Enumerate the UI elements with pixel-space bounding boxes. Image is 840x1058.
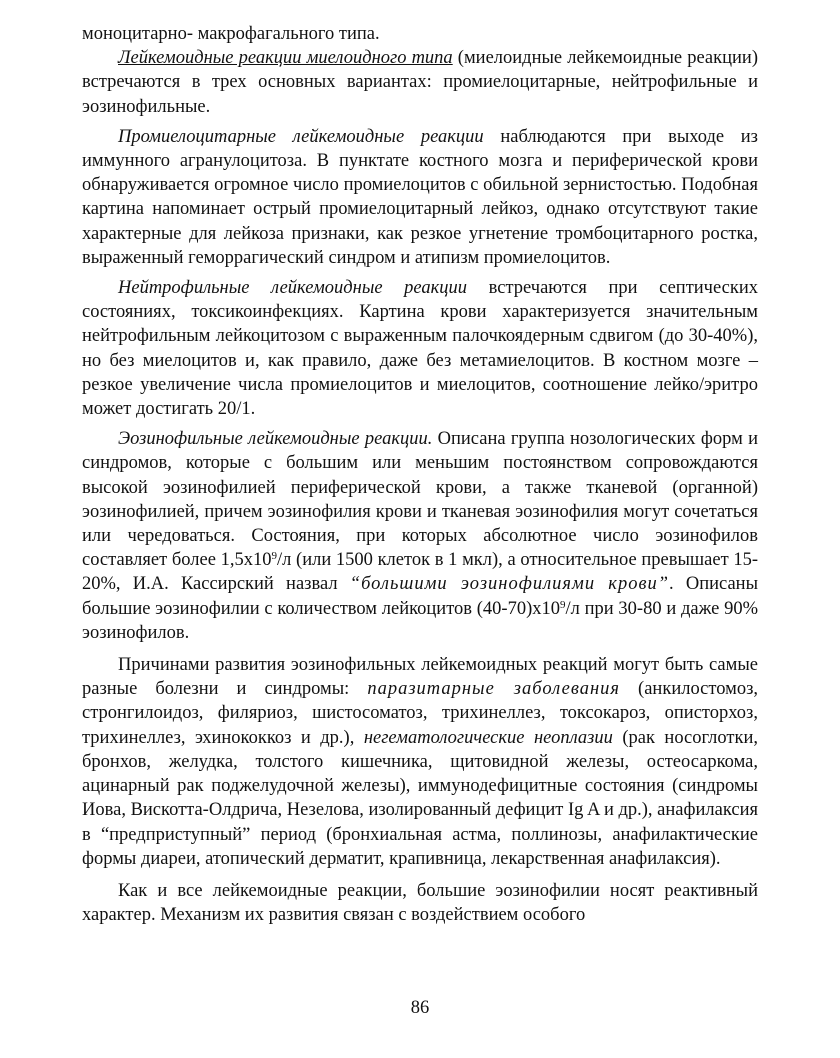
paragraph-eosinophilic-text-b: /л (или 1500 клеток в 1 мкл), а относительное превышает 15-20%, И.А. Кассирский назвал	[82, 550, 758, 595]
document-page	[82, 22, 758, 927]
paragraph-causes-text-b: (анкилостомоз, стронгилоидоз, филяриоз, шистосоматоз, трихинеллез, токсокароз, описторхоз, трихинеллез, эхинококкоз и др.),	[82, 679, 759, 748]
paragraph-eosinophilic-text-c: . Описаны большие эозинофилии с количеством лейкоцитов (40-70)х10	[82, 574, 758, 619]
term-promyelocytic: Промиелоцитарные лейкемоидные реакции	[118, 126, 484, 147]
page-number: 86	[410, 998, 430, 1018]
term-neutrophilic: Нейтрофильные лейкемоидные реакции	[118, 278, 468, 299]
paragraph-eosinophilic	[82, 427, 758, 645]
paragraph-eosinophilic-text-d: /л при 30-80 и даже 90% эозинофилов.	[82, 598, 758, 643]
paragraph-myeloid-type	[82, 46, 758, 119]
term-eosinophilic: Эозинофильные лейкемоидные реакции.	[118, 429, 433, 450]
superscript-exponent: 9	[560, 598, 566, 611]
paragraph-causes	[82, 653, 758, 871]
paragraph-eosinophilic-text-a: Описана группа нозологических форм и синдромов, которые с большим или меньшим постоянством сопровождаются высокой эозинофилией периферической крови, а также тканевой (органной) эозинофилией, причем эозинофилия крови и тканевая эозинофилия могут сочетаться или чередоваться. Состояния, при которых абсолютное число эозинофилов составляет более 1,5х10	[82, 429, 758, 571]
paragraph-intro: моноцитарно- макрофагального типа.	[82, 24, 380, 44]
paragraph-causes-text-a: Причинами развития эозинофильных лейкемоидных реакций могут быть самые разные болезни и синдромы:	[82, 655, 758, 700]
quote-large-eosinophilia: “большими эозинофилиями крови”	[349, 574, 670, 595]
term-parasitic-diseases: паразитарные заболевания	[367, 679, 621, 700]
term-myeloid-type: Лейкемоидные реакции миелоидного типа	[118, 48, 453, 69]
paragraph-neutrophilic-text: встречаются при септических состояниях, токсикоинфекциях. Картина крови характеризуется значительным нейтрофильным лейкоцитозом с выраженным палочкоядерным сдвигом (до 30-40%), но без миелоцитов и, как правило, даже без метамиелоцитов. В костном мозге – резкое увеличение числа промиелоцитов и миелоцитов, соотношение лейко/эритро может достигать 20/1.	[82, 278, 759, 420]
paragraph-promyelocytic-text: наблюдаются при выходе из иммунного агранулоцитоза. В пунктате костного мозга и периферической крови обнаруживается огромное число промиелоцитов с обильной зернистостью. Подобная картина напоминает острый промиелоцитарный лейкоз, однако отсутствуют такие характерные для лейкоза признаки, как резкое угнетение тромбоцитарного ростка, выраженный геморрагический синдром и атипизм промиелоцитов.	[82, 126, 758, 268]
paragraph-conclusion: Как и все лейкемоидные реакции, большие эозинофилии носят реактивный характер. Механизм их развития связан с воздействием особого	[82, 880, 758, 926]
paragraph-myeloid-type-text: (миелоидные лейкемоидные реакции) встречаются в трех основных вариантах: промиелоцитарные, нейтрофильные и эозинофильные.	[82, 48, 758, 117]
superscript-exponent: 9	[271, 550, 277, 563]
paragraph-promyelocytic	[82, 125, 758, 270]
paragraph-causes-text-c: (рак носоглотки, бронхов, желудка, толстого кишечника, щитовидной железы, остеосаркома, ацинарный рак поджелудочной железы), иммунодефицитные состояния (синдромы Иова, Вискотта-Олдрича, Незелова, изолированный дефицит Ig A и др.), анафилаксия в “предприступный” период (бронхиальная астма, поллинозы, анафилактические формы диареи, атопический дерматит, крапивница, лекарственная анафилаксия).	[82, 727, 758, 869]
paragraph-neutrophilic	[82, 276, 758, 421]
term-non-hematologic-neoplasias: негематологические неоплазии	[363, 727, 613, 748]
